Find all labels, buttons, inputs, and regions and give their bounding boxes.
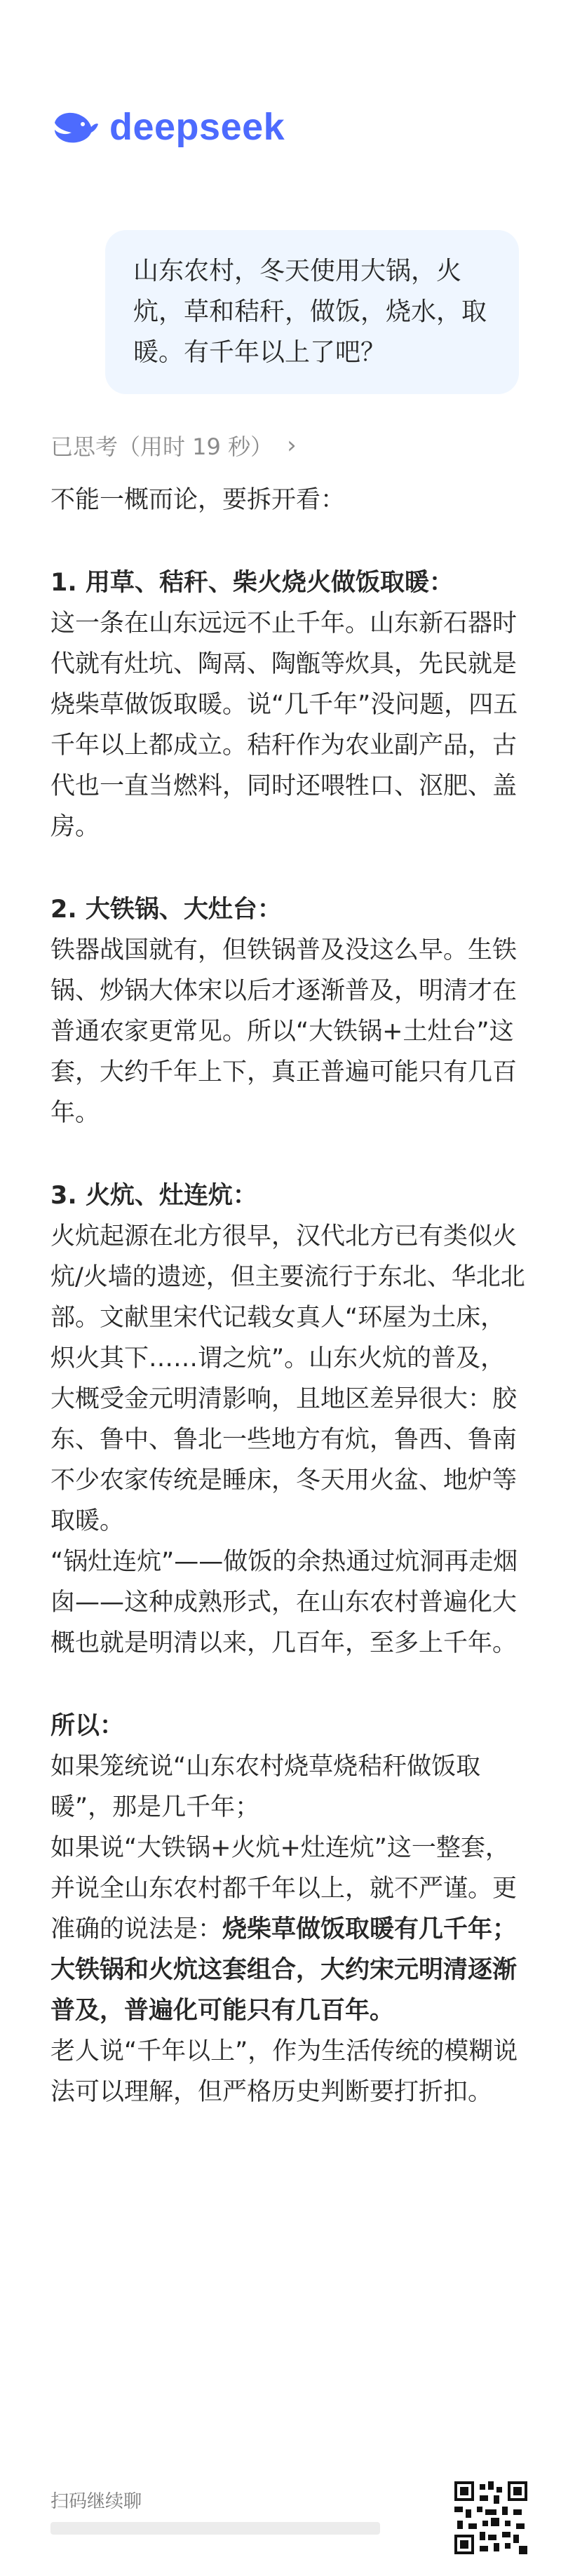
- footer-bar: [50, 2522, 380, 2535]
- thought-toggle[interactable]: [50, 429, 297, 461]
- section-2-title: 2. 大铁锅、大灶台：: [50, 896, 282, 924]
- chevron-right-icon: ›: [287, 431, 297, 459]
- section-1-title: 1. 用草、秸秆、柴火烧火做饭取暖：: [50, 569, 454, 597]
- section-3-body-2: “锅灶连炕”——做饭的余热通过炕洞再走烟囱——这种成熟形式，在山东农村普遍化大概也就是明清以来，几百年，至多上千年。: [50, 1548, 518, 1657]
- section-3-body-1: 火炕起源在北方很早，汉代北方已有类似火炕/火墙的遗迹，但主要流行于东北、华北北部。文献里宋代记载女真人“环屋为土床，炽火其下……谓之炕”。山东火炕的普及，大概受金元明清影响，且地区差异很大：胶东、鲁中、鲁北一些地方有炕，鲁西、鲁南不少农家传统是睡床，冬天用火盆、地炉等取暖。: [50, 1222, 525, 1535]
- qr-code-icon[interactable]: [454, 2481, 527, 2554]
- section-1-body: 这一条在山东远远不止千年。山东新石器时代就有灶坑、陶鬲、陶甑等炊具，先民就是烧柴草做饭取暖。说“几千年”没问题，四五千年以上都成立。秸秆作为农业副产品，古代也一直当燃料，同时还喂牲口、沤肥、盖房。: [50, 609, 518, 841]
- whale-logo-icon: [50, 109, 100, 145]
- section-4-title: 所以：: [50, 1712, 125, 1740]
- brand-name: deepseek: [109, 106, 285, 148]
- section-4-line-2-bold: 烧柴草做饭取暖有几千年；大铁锅和火炕这套组合，大约宋元明清逐渐普及，普遍化可能只有几百年。: [50, 1915, 518, 2025]
- section-4-line-3: 老人说“千年以上”，作为生活传统的模糊说法可以理解，但严格历史判断要打折扣。: [50, 2037, 518, 2106]
- footer: [50, 2481, 527, 2558]
- section-4-line-2: [50, 1828, 527, 2031]
- deepseek-logo: [50, 105, 285, 149]
- assistant-answer: [50, 480, 527, 2112]
- section-2-body: 铁器战国就有，但铁锅普及没这么早。生铁锅、炒锅大体宋以后才逐渐普及，明清才在普通农家更常见。所以“大铁锅+土灶台”这套，大约千年上下，真正普遍可能只有几百年。: [50, 936, 518, 1127]
- user-message-text: 山东农村，冬天使用大锅，火炕，草和秸秆，做饭，烧水，取暖。有千年以上了吧？: [133, 257, 487, 367]
- thought-label: 已思考（用时 19 秒）: [50, 433, 273, 460]
- answer-intro: 不能一概而论，要拆开看：: [50, 486, 346, 514]
- section-3-title: 3. 火炕、灶连炕：: [50, 1182, 257, 1210]
- section-4-line-1: 如果笼统说“山东农村烧草烧秸秆做饭取暖”，那是几千年；: [50, 1753, 481, 1821]
- user-message-bubble: [105, 230, 519, 394]
- section-4-line-2-plain: 如果说“大铁锅+火炕+灶连炕”这一整套，并说全山东农村都千年以上，就不严谨。更准确的说法是：: [50, 1834, 518, 1943]
- footer-label: 扫码继续聊: [50, 2491, 142, 2512]
